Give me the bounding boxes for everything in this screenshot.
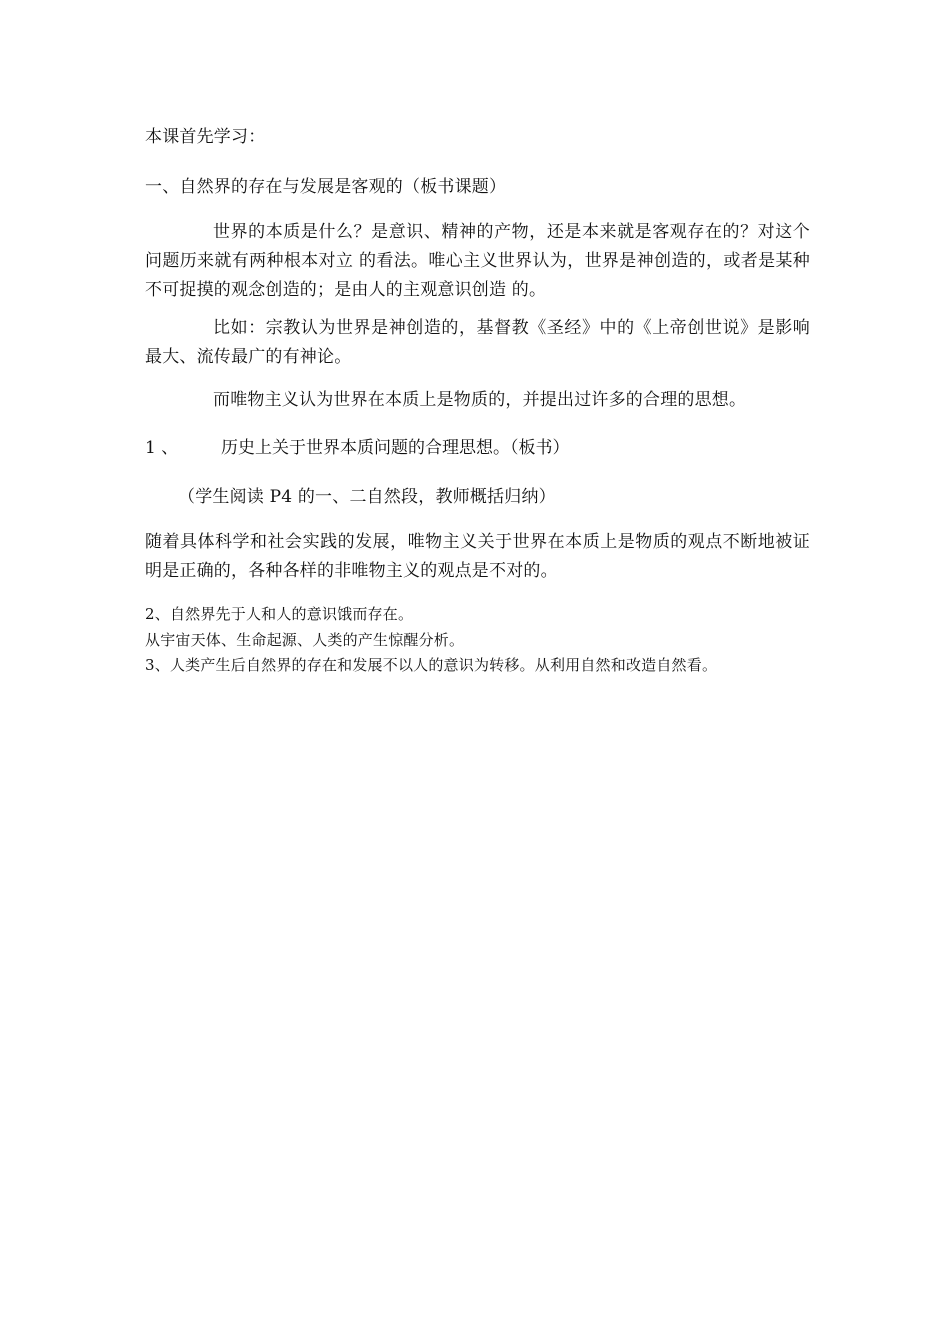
item1-text: 历史上关于世界本质问题的合理思想。（板书）: [221, 438, 570, 458]
item1-number: 1 、: [145, 438, 179, 458]
paragraph-science-development: 随着具体科学和社会实践的发展，唯物主义关于世界在本质上是物质的观点不断地被证明是正确的，各种各样的非唯物主义的观点是不对的。: [145, 532, 810, 581]
reading-note: （学生阅读 P4 的一、二自然段，教师概括归纳）: [178, 487, 556, 507]
item2-text: 2、自然界先于人和人的意识饿而存在。: [145, 605, 414, 623]
intro-text: 本课首先学习：: [145, 127, 266, 147]
paragraph-materialism: 而唯物主义认为世界在本质上是物质的，并提出过许多的合理的思想。: [213, 390, 747, 410]
item2-subtext: 从宇宙天体、生命起源、人类的产生惊醒分析。: [145, 631, 465, 649]
paragraph-world-essence: 世界的本质是什么？是意识、精神的产物，还是本来就是客观存在的？对这个问题历来就有两种根本对立 的看法。唯心主义世界认为，世界是神创造的，或者是某种不可捉摸的观念创造的；是由人的主观意识创造 的。: [145, 222, 810, 300]
item3-text: 3、人类产生后自然界的存在和发展不以人的意识为转移。从利用自然和改造自然看。: [145, 656, 718, 674]
paragraph-religion-example: 比如：宗教认为世界是神创造的，基督教《圣经》中的《上帝创世说》是影响最大、流传最广的有神论。: [145, 318, 810, 367]
section-heading: 一、自然界的存在与发展是客观的（板书课题）: [145, 177, 507, 197]
